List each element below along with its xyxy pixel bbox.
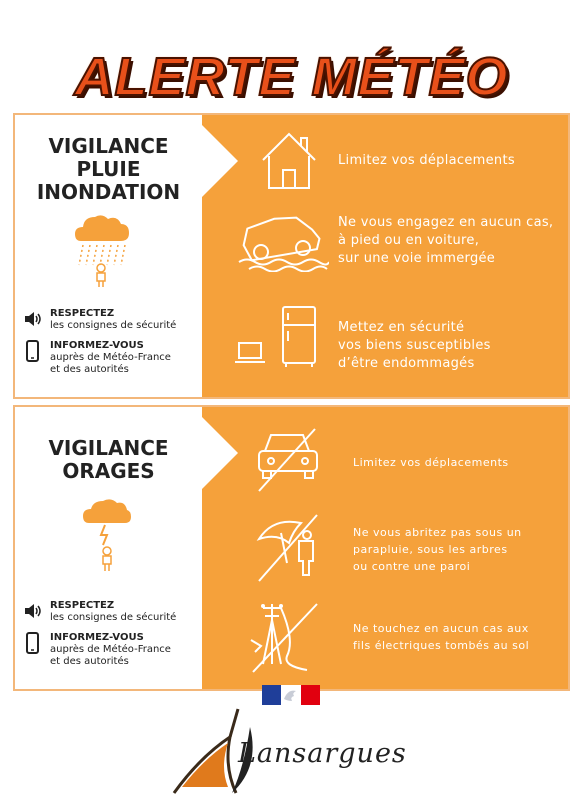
advice-text: Ne touchez en aucun cas aux fils électriques tombés au sol (353, 622, 530, 652)
instruction-label: INFORMEZ-VOUS (50, 632, 144, 643)
storm-cloud-person-icon (81, 497, 133, 577)
speaker-icon (23, 600, 43, 624)
flooded-car-icon (237, 210, 329, 272)
rain-cloud-person-icon (71, 211, 143, 287)
phone-icon (23, 340, 43, 364)
marianne-flag-icon (262, 685, 320, 705)
advice-text: Mettez en sécurité vos biens susceptibles d’être endommagés (338, 320, 491, 371)
vigilance-orages-panel (13, 405, 570, 691)
speaker-icon (23, 308, 43, 332)
house-icon (259, 130, 319, 192)
instruction-label: INFORMEZ-VOUS (50, 340, 144, 351)
instruction-label: RESPECTEZ (50, 600, 115, 611)
crossed-umbrella-icon (253, 513, 323, 583)
vigilance-title-line: ORAGES (62, 459, 155, 483)
instruction-text: les consignes de sécurité (50, 320, 177, 331)
instruction-text: auprès de Météo-France et des autorités (50, 644, 171, 667)
instruction-text: les consignes de sécurité (50, 612, 177, 623)
advice-text: Ne vous abritez pas sous un parapluie, sous les arbres ou contre une paroi (353, 526, 522, 573)
vigilance-pluie-panel (13, 113, 570, 399)
instruction-label: RESPECTEZ (50, 308, 115, 319)
page-title: ALERTE MÉTÉO (74, 47, 509, 107)
vigilance-title (15, 437, 202, 483)
crossed-car-icon (253, 427, 323, 493)
advice-text: Limitez vos déplacements (338, 153, 515, 168)
panel-arrow-notch (202, 417, 238, 489)
crossed-power-line-icon (247, 600, 327, 674)
fridge-laptop-icon (233, 303, 327, 369)
vigilance-title (15, 135, 202, 204)
phone-icon (23, 632, 43, 656)
advice-text: Ne vous engagez en aucun cas, à pied ou en voiture, sur une voie immergée (338, 215, 554, 266)
vigilance-title-line: INONDATION (36, 180, 181, 204)
vigilance-title-line: VIGILANCE (48, 134, 169, 158)
lansargues-logo-text: Lansargues (238, 738, 407, 769)
advice-text: Limitez vos déplacements (353, 456, 509, 469)
vigilance-title-line: VIGILANCE (48, 436, 169, 460)
instruction-text: auprès de Météo-France et des autorités (50, 352, 171, 375)
vigilance-title-line: PLUIE (76, 157, 141, 181)
panel-arrow-notch (202, 125, 238, 197)
